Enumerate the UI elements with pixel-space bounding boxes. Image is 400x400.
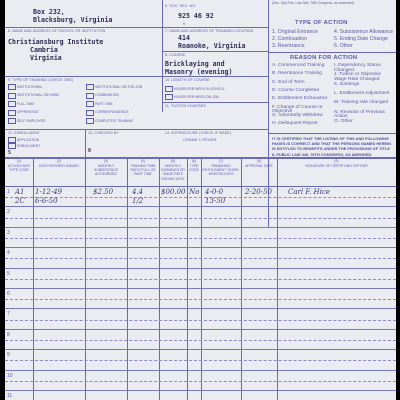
rule-right-1 — [268, 52, 396, 53]
row-number: 11 — [7, 393, 13, 399]
reason-item: D. Course Completed — [272, 87, 320, 93]
enrollment-label: 12. ENROLLMENT — [8, 131, 40, 135]
item13-value: 0 — [88, 148, 92, 154]
training-checkbox[interactable] — [8, 110, 16, 116]
training-checkbox-label: APPRENTICE — [17, 110, 39, 114]
rule-h4 — [162, 102, 268, 103]
row-number: 6 — [7, 291, 10, 297]
row-midline — [5, 381, 396, 382]
column-number: (7) — [218, 159, 224, 163]
length-checkbox-label: HOURS PER WEEK IN SCHOOL — [174, 86, 225, 91]
course-label: 8. COURSE — [165, 53, 186, 57]
row-rule — [5, 329, 396, 330]
training-checkbox[interactable] — [8, 93, 16, 99]
row-number: 10 — [7, 372, 13, 379]
school-line-2: Cambria — [30, 46, 58, 54]
column-number: (3) — [103, 159, 109, 163]
authority-note: (Sec. 5(c) Pub. Law 346, 78th Congress, as amended) — [272, 1, 354, 5]
entry-code: No — [189, 188, 200, 196]
training-checkbox-label: INSTITUTIONAL ON-FARM — [17, 93, 59, 97]
rule-h3 — [5, 76, 268, 77]
row-rule — [5, 206, 396, 207]
reason-item: B. Reentrance Training — [272, 71, 323, 77]
row-rule — [5, 370, 396, 371]
row-midline — [5, 299, 396, 300]
column-header: TYPE CODE — [189, 164, 199, 173]
training-type-label: 9. TYPE OF TRAINING (CHECK ONE) — [8, 78, 74, 82]
column-number: (2) — [56, 159, 62, 163]
row-midline — [5, 360, 396, 361]
training-checkbox[interactable] — [86, 110, 94, 116]
reason-item: G. Voluntarily Withdrew — [272, 112, 323, 118]
type-of-action-title: TYPE OF ACTION — [295, 20, 348, 26]
entry-signature: Carl F. Hice — [288, 188, 330, 196]
column-number: (6) — [191, 159, 197, 163]
row-midline — [5, 340, 396, 341]
column-number: (9) — [334, 159, 339, 163]
school-label: 6. NAME AND ADDRESS OF SCHOOL OR INSTITUTION — [8, 29, 106, 33]
rule-v-12 — [85, 129, 86, 157]
row-midline — [5, 258, 396, 259]
column-header: ACTION DATE TYPE CODE — [7, 164, 31, 173]
column-number: (4) — [140, 159, 146, 163]
row-number: 9 — [7, 352, 10, 359]
training-checkbox[interactable] — [8, 84, 16, 90]
row-rule — [5, 308, 396, 309]
type-of-action-item: 5. Ending Date Change — [334, 36, 388, 42]
row-rule — [5, 268, 396, 269]
cb-application-label: APPLICATION — [17, 138, 40, 142]
row-number: 2 — [7, 209, 10, 216]
tuition-label: 11. TUITION CHARGES — [165, 104, 206, 108]
row-number: 3 — [7, 229, 10, 236]
reason-item: N. Revision of Previous Action — [334, 109, 385, 120]
row-rule — [5, 349, 396, 350]
row-number: 4 — [7, 250, 10, 257]
reason-item: E. Entitlement Exhausted — [272, 96, 327, 102]
reason-item: H. Delinquent Report — [272, 121, 318, 127]
payee-label: 14. EXPENDITURE (CHECK IF MADE) — [165, 131, 232, 135]
reason-item: O. Other — [334, 118, 353, 124]
rule-h1 — [5, 27, 268, 28]
column-header: MONTHLY SUBSISTENCE AUTHORIZED — [94, 164, 118, 177]
header-divider-1 — [162, 0, 163, 112]
entry-time-ratio: 1/2 — [132, 197, 144, 205]
entry-type: 2C — [15, 197, 25, 205]
column-header: SIGNATURE OF CERTIFYING OFFICER — [305, 164, 368, 168]
training-checkbox-label: COMPLETED TRAINING — [95, 118, 134, 123]
ssn-label: 5. SOC. SEC. NO. — [165, 4, 197, 8]
course-line-2: Masonry (evening) — [165, 68, 233, 76]
reason-item: A. Commenced Training — [272, 63, 325, 68]
reason-item: F. Change of Course or Objective — [272, 104, 323, 115]
training-checkbox-label: COMBINATION — [95, 93, 119, 97]
entry-type: A1 — [15, 188, 25, 196]
location-line-1: 414 — [178, 34, 190, 42]
entry-time-ratio: 4.4 — [132, 188, 144, 196]
training-checkbox-label: SELF-EMPLOYED — [17, 118, 46, 123]
training-checkbox-label: INSTITUTIONAL — [17, 84, 43, 89]
training-checkbox[interactable] — [8, 118, 16, 124]
checked-by-label: 13. CHECKED BY — [88, 131, 119, 135]
row-rule — [5, 247, 396, 248]
location-label: 7. NAME AND ADDRESS OF TRAINING LOCATION — [165, 29, 254, 33]
row-midline — [5, 197, 396, 198]
column-header: DATE ENTERED ENDING — [38, 164, 80, 168]
row-number: 5 — [7, 270, 10, 277]
row-number: 1 — [7, 189, 10, 195]
length-checkbox-label: HOURS PER WEEK ON JOB — [174, 94, 219, 99]
training-checkbox[interactable] — [86, 93, 94, 99]
grid-header-rule — [5, 186, 396, 187]
row-rule — [5, 288, 396, 289]
column-number: (5) — [170, 159, 176, 163]
column-number: (8) — [256, 159, 262, 163]
reason-title: REASON FOR ACTION — [290, 55, 358, 61]
row-rule — [5, 227, 396, 228]
row-number: 8 — [7, 331, 10, 338]
training-checkbox-label: CORRESPONDENCE — [95, 110, 129, 114]
rule-right-2 — [268, 133, 396, 134]
entry-date-entered: 1-12-49 — [35, 188, 62, 196]
type-of-action-item: 6. Other — [334, 43, 353, 49]
training-checkbox-label: INSTITUTIONAL ON-THE-JOB — [95, 84, 142, 89]
column-number: (1) — [16, 159, 22, 163]
row-midline — [5, 279, 396, 280]
school-line-1: Christiansburg Institute — [8, 38, 104, 46]
training-checkbox-label: FULL-TIME — [17, 101, 35, 106]
course-line-1: Bricklaying and — [165, 60, 225, 68]
cb-enrollment[interactable] — [8, 143, 16, 149]
column-header: REMAINING ENTITLEMENT YEARS-MONTHS-DAYS — [202, 164, 240, 177]
ssn-sub: 9 — [183, 22, 186, 26]
item12-value: 5 — [8, 150, 12, 156]
reason-item: C. End of Term — [272, 79, 305, 85]
reason-item: I. Dependency Status Changed — [334, 63, 381, 73]
row-rule — [5, 390, 396, 391]
type-of-action-item: 3. Reentrance — [272, 43, 305, 49]
reason-item: K. Earnings — [334, 81, 360, 87]
entry-earnings: $00.00 — [161, 188, 186, 196]
column-header: MONTHLY EARNINGS OR WAGE RATE ENDING DATE — [161, 164, 185, 181]
certification-text: IT IS CERTIFIED THAT THE LISTING OF THIS AND FOLLOWING PAGES IS CORRECT AND THAT THE PERSONS NAMED HEREIN IS ENTITLED TO BENEFITS UNDER THE PROVISIONS OF TITLE II, PUBLIC LAW 346, 78TH CONGRESS, AS AMENDED. — [272, 136, 392, 157]
entry-entitlement: 4-0-0 — [205, 188, 224, 196]
reason-item: M. Training rate changed — [334, 100, 389, 106]
rule-h2 — [162, 51, 268, 52]
length-checkbox[interactable] — [165, 86, 173, 92]
entry-date-entered: 6-6-50 — [35, 197, 58, 205]
entry-subsistence: $2.50 — [93, 188, 114, 196]
entry-entitlement: 13-50 — [205, 197, 226, 205]
address-line-1: Box 232, — [33, 8, 65, 16]
training-checkbox[interactable] — [86, 84, 94, 90]
type-of-action-item: 1. Original Entrance — [272, 29, 318, 35]
row-midline — [5, 320, 396, 321]
form-page — [5, 0, 396, 400]
location-line-2: Roanoke, Virginia — [178, 42, 246, 50]
length-checkbox[interactable] — [165, 94, 173, 100]
row-number: 7 — [7, 311, 10, 318]
rule-h5 — [5, 129, 268, 130]
school-line-3: Virginia — [30, 54, 62, 62]
type-of-action-item: 4. Subsistence Allowance — [334, 29, 393, 35]
type-of-action-item: 2. Continuation — [272, 36, 307, 42]
entry-approval: 2-20-50 — [245, 188, 272, 196]
training-checkbox[interactable] — [86, 118, 94, 124]
payee-value: CRANE 1-PEARS — [183, 137, 217, 142]
cb-enrollment-label: ENROLLMENT — [17, 144, 41, 148]
training-checkbox-label: PART-TIME — [95, 101, 113, 106]
reason-item: J. Tuition or Objective Wage Rate Changed — [334, 72, 382, 82]
column-header: APPROVAL DATE — [245, 164, 273, 168]
ssn-value: 925 46 92 — [178, 12, 214, 20]
reason-item: L. Entitlement Adjustment — [334, 90, 390, 96]
address-line-2: Blacksburg, Virginia — [33, 16, 113, 24]
length-label: 10. LENGTH OF COURSE — [165, 78, 210, 82]
row-midline — [5, 218, 396, 219]
training-checkbox[interactable] — [8, 101, 16, 107]
training-checkbox[interactable] — [86, 101, 94, 107]
row-midline — [5, 238, 396, 239]
column-header: TRAINING TIME RATIO FULL OR PART TIME — [130, 164, 156, 177]
